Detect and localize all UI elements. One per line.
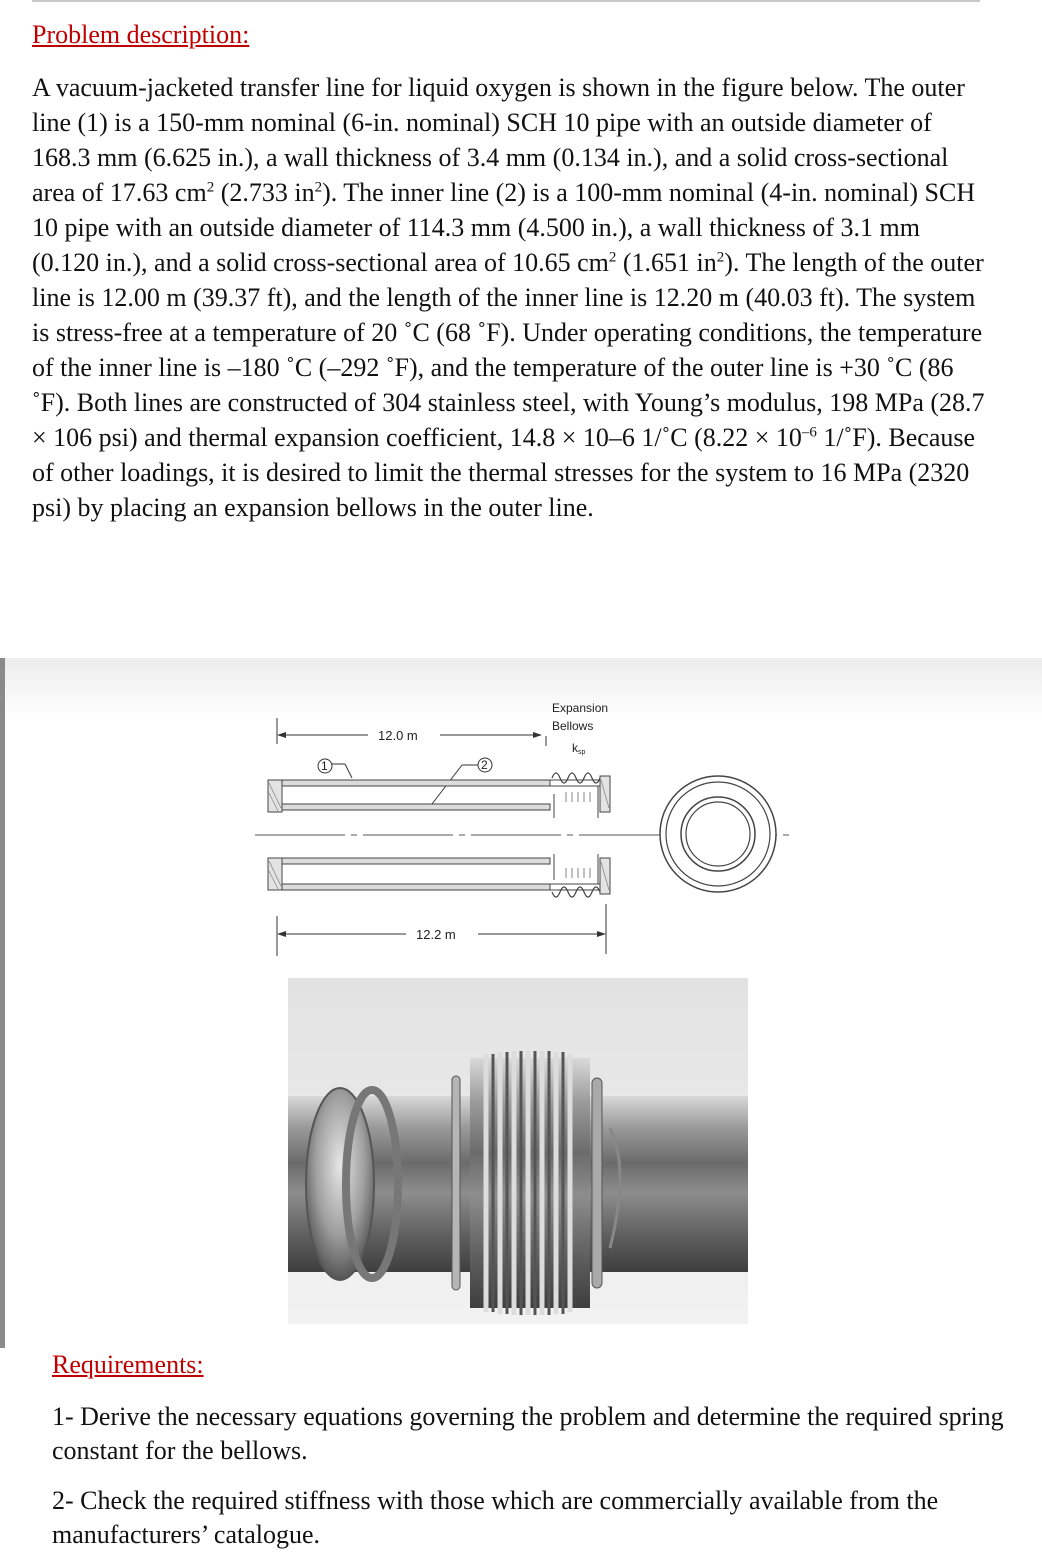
pipe-cross-section bbox=[660, 776, 776, 892]
superscript: 2 bbox=[608, 249, 617, 266]
superscript: 2 bbox=[716, 249, 725, 266]
figure-svg bbox=[0, 658, 1042, 1348]
spring-label: ksp bbox=[572, 741, 586, 756]
problem-text-3: ). The inner line (2) is a 100-mm nominal (4-in. nominal) SCH 10 pipe with an outside diameter of 114.3 mm (4.500 in.), a wall thickness of 3.1 mm (0.120 in.), and a solid cross-sectional area of 10.65 cm bbox=[32, 178, 976, 277]
outer-length-label: 12.0 m bbox=[378, 728, 418, 743]
callout-outer-line bbox=[318, 759, 352, 778]
problem-paragraph bbox=[32, 70, 992, 525]
superscript: –6 bbox=[801, 424, 817, 441]
bellows-photo bbox=[288, 978, 748, 1324]
superscript: 2 bbox=[206, 179, 215, 196]
outer-length-dimension bbox=[277, 718, 546, 746]
bellows-label-line1: Expansion bbox=[552, 701, 609, 715]
problem-text-5: ). The length of the outer line is 12.00 m (39.37 ft), and the length of the inner line is 12.20 m (40.03 ft). The system is stress-free at a temperature of 20 ˚C (68 ˚F). Under operating conditions, the temperature of the inner line is –180 ˚C (–292 ˚F), and the temperature of the outer line is +30 ˚C (86 ˚F). Both lines are constructed of 304 stainless steel, with Young’s modulus, 198 MPa (28.7 × 106 psi) and thermal expansion coefficient, 14.8 × 10–6 1/˚C (8.22 × 10 bbox=[32, 248, 985, 452]
requirements-heading: Requirements: bbox=[52, 1350, 204, 1379]
svg-text:1: 1 bbox=[321, 759, 328, 773]
svg-text:2: 2 bbox=[481, 758, 488, 772]
figure-panel bbox=[0, 658, 1042, 1348]
top-rule bbox=[32, 0, 980, 2]
inner-length-dimension bbox=[277, 904, 606, 956]
problem-text-4: (1.651 in bbox=[616, 248, 717, 277]
requirement-item: 2- Check the required stiffness with those which are commercially available from the manufacturers’ catalogue. bbox=[52, 1486, 939, 1549]
superscript: 2 bbox=[314, 179, 323, 196]
requirements-list bbox=[52, 1400, 1012, 1568]
bellows-label-line2: Bellows bbox=[552, 719, 594, 733]
inner-length-label: 12.2 m bbox=[416, 927, 456, 942]
requirement-item: 1- Derive the necessary equations governing the problem and determine the required spring constant for the bellows. bbox=[52, 1402, 1004, 1465]
lower-pipe-section bbox=[268, 854, 610, 897]
problem-text-1: A vacuum-jacketed transfer line for liquid oxygen is shown in the figure below. The outer line (1) is a 150-mm nominal (6-in. nominal) SCH 10 pipe with an outside diameter of 168.3 mm (6.625 in.), a wall thickness of 3.4 mm (0.134 in.), and a solid cross-sectional area of 17.63 cm bbox=[32, 73, 965, 207]
problem-text-2: (2.733 in bbox=[214, 178, 315, 207]
problem-heading: Problem description: bbox=[32, 20, 250, 49]
problem-text-6: 1/˚F). Because of other loadings, it is desired to limit the thermal stresses for the system to 16 MPa (2320 psi) by placing an expansion bellows in the outer line. bbox=[32, 423, 976, 522]
